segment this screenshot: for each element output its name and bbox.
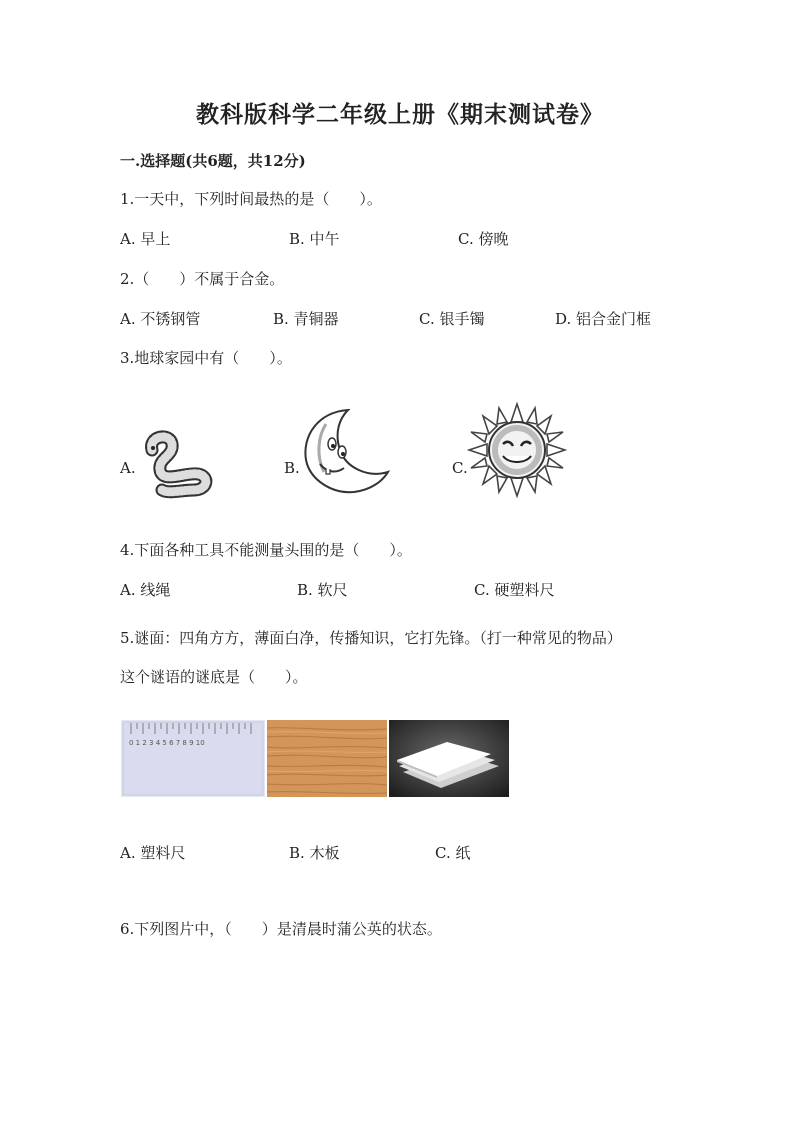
q4-option-a: A. 线绳 bbox=[120, 581, 171, 599]
question-6: 6.下列图片中，（ ）是清晨时蒲公英的状态。 bbox=[120, 920, 442, 938]
earthworm-picture bbox=[138, 428, 216, 500]
q3-option-c: C. bbox=[452, 459, 468, 477]
q4-option-b: B. 软尺 bbox=[297, 581, 348, 599]
q1-option-a: A. 早上 bbox=[120, 230, 171, 248]
question-1: 1.一天中，下列时间最热的是（ ）。 bbox=[120, 190, 382, 208]
question-5-line-2: 这个谜语的谜底是（ ）。 bbox=[120, 668, 308, 686]
paper-picture bbox=[389, 720, 509, 797]
q1-option-b: B. 中午 bbox=[289, 230, 340, 248]
question-5-line-1: 5.谜面：四角方方，薄面白净，传播知识，它打先锋。（打一种常见的物品） bbox=[120, 629, 622, 647]
ruler-picture bbox=[121, 720, 265, 797]
q2-option-b: B. 青铜器 bbox=[273, 310, 339, 328]
wood-board-picture bbox=[267, 720, 387, 797]
question-2: 2.（ ）不属于合金。 bbox=[120, 270, 285, 288]
q2-option-d: D. 铝合金门框 bbox=[555, 310, 652, 328]
question-4: 4.下面各种工具不能测量头围的是（ ）。 bbox=[120, 541, 412, 559]
q2-option-a: A. 不锈钢管 bbox=[120, 310, 201, 328]
q3-option-a: A. bbox=[120, 459, 136, 477]
q5-option-b: B. 木板 bbox=[289, 844, 340, 862]
q5-option-c: C. 纸 bbox=[435, 844, 471, 862]
page-title: 教科版科学二年级上册《期末测试卷》 bbox=[196, 101, 604, 128]
moon-picture bbox=[296, 406, 392, 496]
section-heading: 一.选择题(共6题，共12分) bbox=[120, 152, 306, 170]
q5-option-a: A. 塑料尺 bbox=[120, 844, 186, 862]
sun-picture bbox=[467, 402, 567, 498]
question-3: 3.地球家园中有（ ）。 bbox=[120, 349, 292, 367]
ruler-ticks: 0 1 2 3 4 5 6 7 8 9 10 bbox=[129, 739, 205, 747]
q2-option-c: C. 银手镯 bbox=[419, 310, 485, 328]
q4-option-c: C. 硬塑料尺 bbox=[474, 581, 555, 599]
q1-option-c: C. 傍晚 bbox=[458, 230, 509, 248]
q3-option-b: B. bbox=[284, 459, 300, 477]
